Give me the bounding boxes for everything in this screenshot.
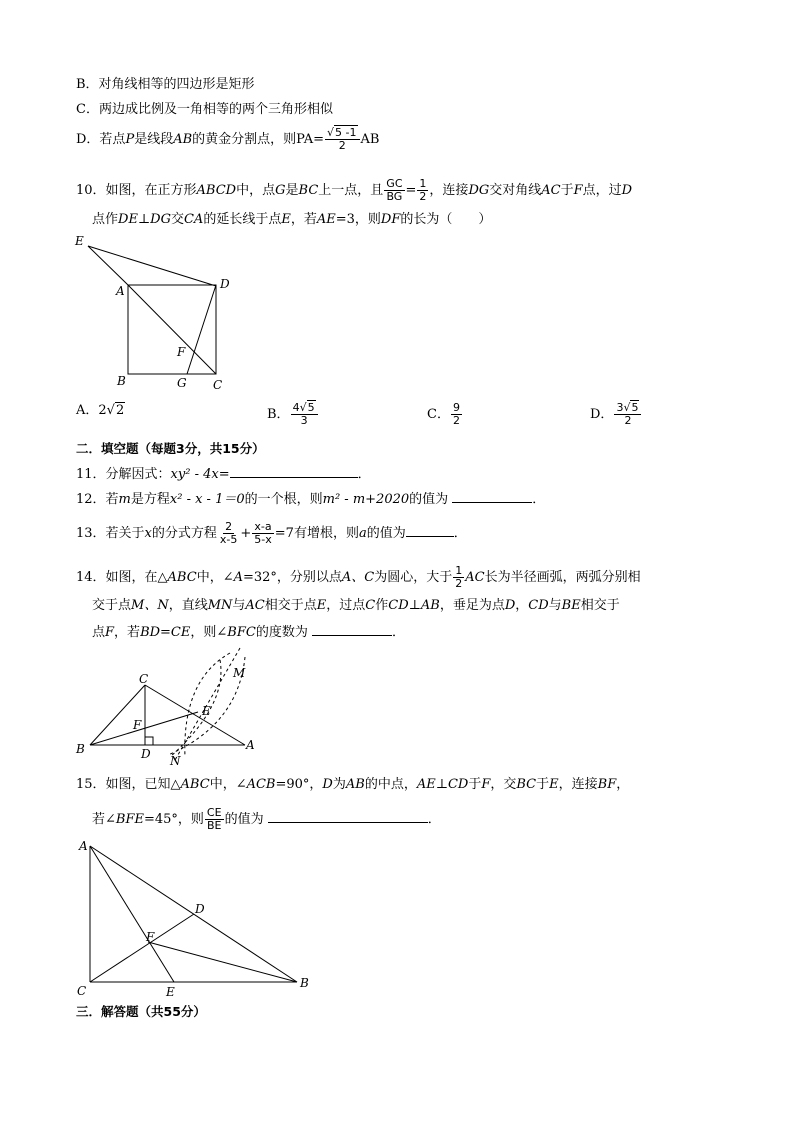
t: D． — [590, 407, 614, 422]
v: F — [105, 625, 115, 640]
label-e: E — [75, 234, 84, 248]
q10-line-1 — [76, 178, 632, 203]
v: a — [358, 526, 367, 541]
t: 中，∠ — [209, 777, 247, 792]
answer-blank[interactable] — [406, 524, 454, 537]
v: AE⊥CD — [416, 777, 469, 792]
fraction — [218, 521, 239, 546]
t: 5 — [631, 401, 639, 414]
v: BC — [298, 183, 319, 198]
t: 的值为 — [366, 526, 406, 541]
num: 2 — [225, 520, 233, 533]
v: E — [316, 598, 327, 613]
t: ． — [357, 467, 371, 482]
v: AE — [316, 212, 336, 227]
num: 1 — [455, 564, 463, 577]
t: 的值为 — [409, 492, 449, 507]
label-n: N — [170, 754, 181, 765]
t: 于 — [536, 777, 550, 792]
answer-blank[interactable] — [268, 810, 428, 823]
v: BD=CE — [140, 625, 191, 640]
t: 的分式方程 — [151, 526, 217, 541]
t: 是方程 — [130, 492, 170, 507]
v: M、N — [131, 598, 169, 613]
t: =32°，分别以点 — [242, 570, 342, 585]
q12 — [76, 490, 545, 509]
expr: x² - x - 1＝0 — [169, 492, 245, 507]
t: = — [218, 467, 230, 482]
v: D — [504, 598, 516, 613]
v: C — [365, 598, 376, 613]
v: E — [281, 212, 291, 227]
q14-line-3 — [92, 623, 405, 642]
label-d: D — [141, 747, 151, 761]
diagonal-ac — [128, 285, 216, 374]
q10-option-a: A．2√2 — [76, 403, 125, 418]
t: 的长为（ ） — [400, 212, 492, 227]
t: 上一点，且 — [318, 183, 384, 198]
label-f: F — [177, 345, 186, 359]
t: 4 — [292, 401, 300, 414]
label-c: C — [213, 378, 223, 392]
t: 3 — [616, 401, 624, 414]
v: BFE — [115, 812, 144, 827]
segment-cd — [90, 914, 194, 982]
t: 的值为 — [224, 812, 264, 827]
t: 为圆心，大于 — [374, 570, 453, 585]
fraction — [453, 565, 464, 590]
v: D — [322, 777, 333, 792]
t: 14．如图，在△ — [76, 570, 168, 585]
section-2-heading: 二．填空题（每题3分，共15分） — [76, 441, 265, 456]
v: DE⊥DG — [118, 212, 171, 227]
label-a: A — [116, 284, 125, 298]
t: ，垂足为点 — [439, 598, 505, 613]
v: CA — [183, 212, 204, 227]
v: MN — [207, 598, 233, 613]
label-c: C — [139, 672, 149, 686]
t: 的度数为 — [255, 625, 308, 640]
fraction — [384, 178, 404, 203]
side-ca — [145, 685, 245, 745]
text: PA= — [296, 132, 325, 147]
t: 的一个根，则 — [244, 492, 323, 507]
label-f: F — [146, 930, 155, 944]
section-3-heading: 三．解答题（共55分） — [76, 1004, 206, 1019]
t: 长为半径画弧，两弧分别相 — [484, 570, 641, 585]
den: 2 — [338, 139, 346, 152]
num: x-a — [254, 520, 272, 533]
t: 作 — [375, 598, 389, 613]
label-a: A — [246, 738, 255, 752]
t: ，连接 — [429, 183, 469, 198]
side-bc — [90, 685, 145, 745]
v: AB — [345, 777, 365, 792]
num: 5 -1 — [335, 126, 357, 139]
edge-ed — [88, 246, 216, 286]
label-c: C — [77, 984, 87, 998]
t: ， — [515, 598, 529, 613]
t: 13．若关于 — [76, 526, 145, 541]
fraction: $\frac{3√5}{2}$ — [614, 402, 641, 427]
t: 中，点 — [236, 183, 276, 198]
t: 15．如图，已知△ — [76, 777, 181, 792]
v: G — [275, 183, 286, 198]
t: 于 — [468, 777, 482, 792]
den: 2 — [455, 577, 463, 590]
den: BG — [386, 190, 403, 203]
v: AC — [465, 570, 485, 585]
t: 于 — [560, 183, 574, 198]
t: 点作 — [92, 212, 119, 227]
label-m: M — [233, 666, 246, 680]
q14-line-2 — [92, 597, 620, 615]
v: m — [118, 492, 131, 507]
v: ABCD — [196, 183, 237, 198]
q10-option-c — [427, 402, 463, 427]
q10-option-d — [590, 402, 642, 427]
den: 2 — [419, 190, 427, 203]
t: 交 — [170, 212, 184, 227]
expr: xy² - 4x — [170, 467, 219, 482]
label-d: D — [195, 902, 205, 916]
t: = — [405, 183, 417, 198]
t: ． — [391, 625, 405, 640]
den: 3 — [300, 414, 308, 427]
t: ． — [427, 812, 441, 827]
den: BE — [206, 819, 222, 832]
t: ，若 — [114, 625, 141, 640]
label-a: A — [79, 839, 88, 853]
num: 1 — [419, 177, 427, 190]
v: AC — [541, 183, 561, 198]
v: DG — [468, 183, 490, 198]
v: ACB — [246, 777, 276, 792]
t: =45°，则 — [143, 812, 204, 827]
q9-option-c: C．两边成比例及一角相等的两个三角形相似 — [76, 102, 333, 117]
t: 交对角线 — [489, 183, 542, 198]
t: =90°， — [275, 777, 323, 792]
den: 2 — [624, 414, 632, 427]
t: 2 — [98, 403, 107, 418]
fraction — [451, 402, 462, 427]
t: 11．分解因式： — [76, 467, 171, 482]
q9-option-b: B．对角线相等的四边形是矩形 — [76, 77, 255, 92]
v: AC — [245, 598, 265, 613]
t: ， — [616, 777, 630, 792]
num: GC — [386, 177, 403, 190]
q9-option-d — [76, 127, 379, 152]
t: B． — [267, 407, 290, 422]
t: 的延长线于点 — [203, 212, 282, 227]
text: AB — [360, 132, 380, 147]
label-b: B — [117, 374, 126, 388]
q10-figure — [70, 232, 240, 392]
v: A — [233, 570, 243, 585]
q15-figure — [70, 836, 320, 1004]
v: F — [573, 183, 583, 198]
t: 5 — [307, 401, 315, 414]
segment-be — [90, 712, 198, 745]
t: A． — [76, 403, 99, 418]
t: 交于点 — [92, 598, 132, 613]
v: x — [144, 526, 152, 541]
den: 5-x — [254, 533, 272, 546]
t: 与 — [548, 598, 562, 613]
t: 的中点， — [364, 777, 417, 792]
q10-line-2 — [92, 211, 491, 229]
t: =7有增根，则 — [274, 526, 359, 541]
t: + — [240, 526, 252, 541]
t: ，连接 — [558, 777, 598, 792]
text: 的黄金分割点，则 — [192, 132, 297, 147]
v: CD — [528, 598, 549, 613]
t: 为 — [332, 777, 346, 792]
label-b: B — [300, 976, 309, 990]
t: ，交 — [490, 777, 517, 792]
label-e: E — [202, 704, 211, 718]
t: 相交于 — [580, 598, 620, 613]
expr: m² - m+2020 — [322, 492, 410, 507]
answer-blank[interactable] — [312, 623, 392, 636]
t: ，则∠ — [190, 625, 228, 640]
v: CD⊥AB — [388, 598, 440, 613]
t: 与 — [232, 598, 246, 613]
q14-line-1 — [76, 565, 641, 590]
t: 10．如图，在正方形 — [76, 183, 197, 198]
v: BF — [597, 777, 617, 792]
t: ，直线 — [168, 598, 208, 613]
v: D — [621, 183, 633, 198]
v: DF — [380, 212, 401, 227]
segment-ae — [90, 846, 174, 982]
q10-option-b — [267, 402, 319, 427]
fraction — [252, 521, 273, 546]
t: C． — [427, 407, 450, 422]
t: ，若 — [290, 212, 317, 227]
v: A、C — [341, 570, 375, 585]
label-g: G — [177, 376, 187, 390]
t: 2 — [115, 403, 125, 418]
fraction — [205, 807, 224, 832]
t: ． — [453, 526, 467, 541]
arc-inner — [170, 660, 221, 757]
text: D．若点 — [76, 132, 126, 147]
fraction: $\frac{√5 -1}{2}$ — [325, 127, 359, 152]
t: 相交于点 — [264, 598, 317, 613]
segment-dg — [187, 285, 216, 374]
t: 若∠ — [92, 812, 116, 827]
t: ，过点 — [326, 598, 366, 613]
num: 9 — [452, 401, 460, 414]
answer-blank[interactable] — [452, 490, 532, 503]
label-b: B — [76, 742, 85, 756]
t: 中，∠ — [196, 570, 234, 585]
v: F — [481, 777, 491, 792]
q11 — [76, 465, 371, 484]
t: ． — [532, 492, 546, 507]
t: 是 — [285, 183, 299, 198]
q13 — [76, 521, 467, 546]
var: P — [125, 132, 135, 147]
den: 2 — [452, 414, 460, 427]
t: 点 — [92, 625, 106, 640]
v: BE — [561, 598, 581, 613]
t: 点，过 — [582, 183, 622, 198]
fraction — [417, 178, 428, 203]
v: E — [549, 777, 559, 792]
q15-line-2 — [92, 807, 441, 832]
label-f: F — [133, 718, 142, 732]
answer-blank[interactable] — [230, 465, 358, 478]
label-d: D — [220, 277, 230, 291]
den: x-5 — [219, 533, 238, 546]
num: CE — [206, 806, 222, 819]
t: 12．若 — [76, 492, 119, 507]
t: =3，则 — [335, 212, 381, 227]
v: ABC — [180, 777, 210, 792]
var: AB — [173, 132, 193, 147]
v: ABC — [167, 570, 197, 585]
text: 是线段 — [134, 132, 174, 147]
q15-line-1 — [76, 776, 629, 794]
v: BC — [516, 777, 537, 792]
label-e: E — [166, 985, 175, 999]
fraction: $\frac{4√5}{3}$ — [291, 402, 318, 427]
right-angle-mark — [145, 737, 153, 745]
v: BFC — [227, 625, 256, 640]
q14-figure — [70, 645, 270, 765]
